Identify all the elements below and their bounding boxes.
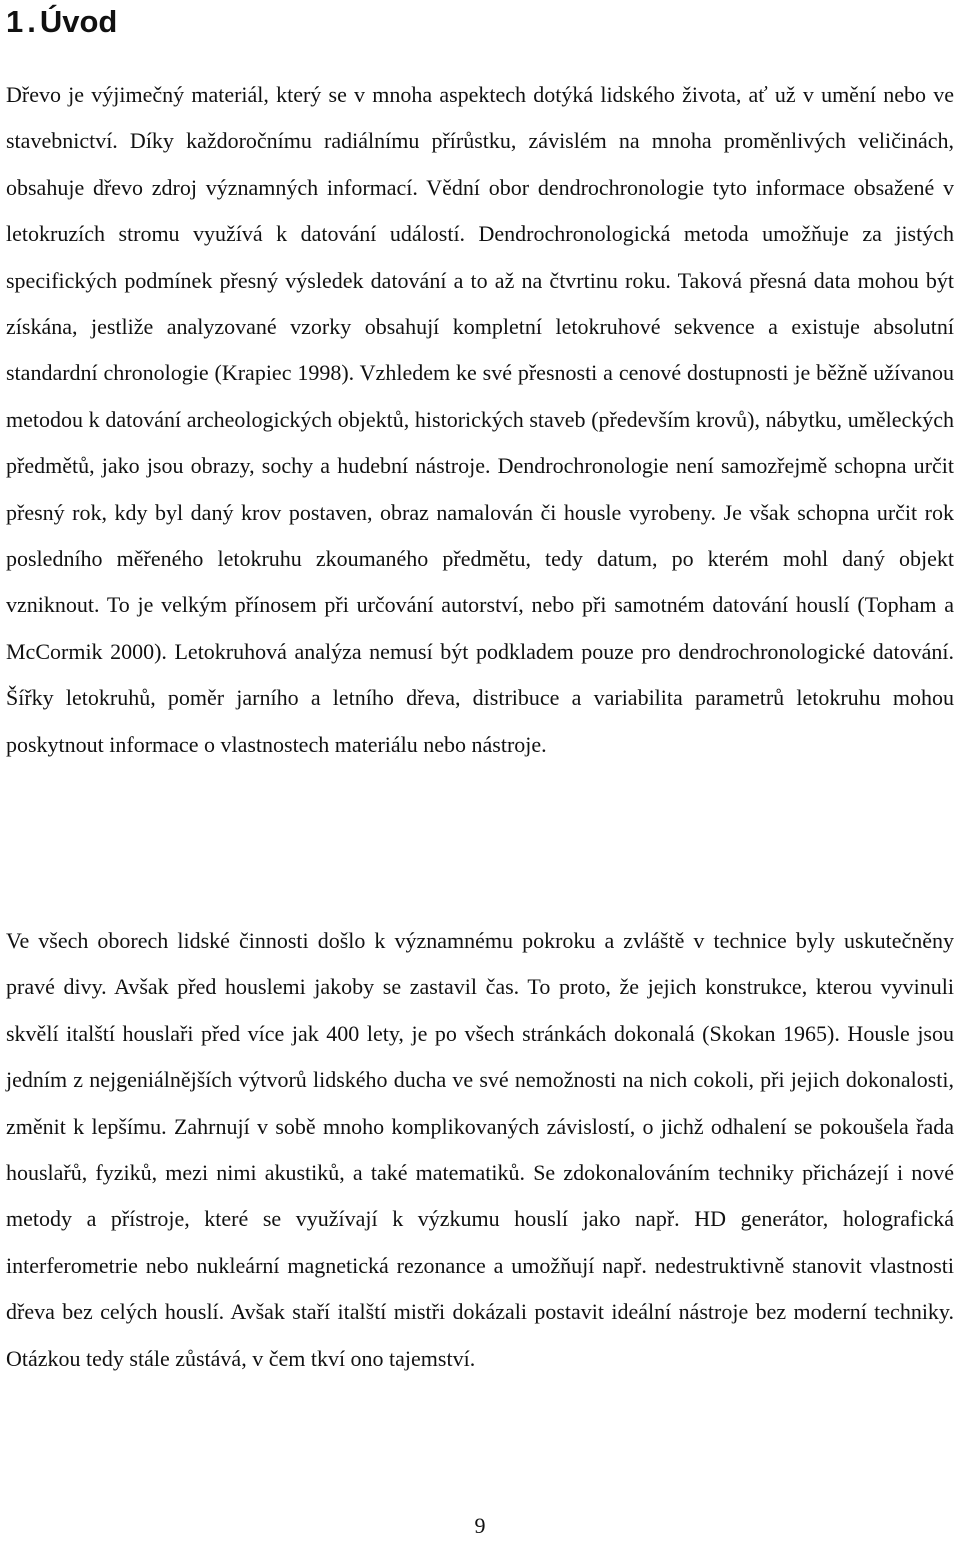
page-number: 9 [474,1513,486,1538]
section-title: Úvod [39,4,118,39]
section-heading [6,2,117,42]
section-number: 1. [6,4,40,39]
paragraph-violins: Ve všech oborech lidské činnosti došlo k významnému pokroku a zvláště v technice byly uskutečněny pravé divy. Avšak před houslemi jakoby se zastavil čas. To proto, že jejich konstrukce, kterou vyvinuli skvělí italští houslaři před více jak 400 lety, je po všech stránkách dokonalá (Skokan 1965). Housle jsou jedním z nejgeniálnějších výtvorů lidského ducha ve své nemožnosti na nich cokoli, při jejich dokonalosti, změnit k lepšímu. Zahrnují v sobě mnoho komplikovaných závislostí, o jichž odhalení se pokoušela řada houslařů, fyziků, mezi nimi akustiků, a také matematiků. Se zdokonalováním techniky přicházejí i nové metody a přístroje, které se využívají k výzkumu houslí jako např. HD generátor, holografická interferometrie nebo nukleární magnetická rezonance a umožňují např. nedestruktivně stanovit vlastnosti dřeva bez celých houslí. Avšak staří italští mistři dokázali postavit ideální nástroje bez moderní techniky. Otázkou tedy stále zůstává, v čem tkví ono tajemství. [6,928,954,1371]
paragraph-intro: Dřevo je výjimečný materiál, který se v mnoha aspektech dotýká lidského života, ať už v umění nebo ve stavebnictví. Díky každoročnímu radiálnímu přírůstku, závislém na mnoha proměnlivých veličinách, obsahuje dřevo zdroj významných informací. Vědní obor dendrochronologie tyto informace obsažené v letokruzích stromu využívá k datování událostí. Dendrochronologická metoda umožňuje za jistých specifických podmínek přesný výsledek datování a to až na čtvrtinu roku. Taková přesná data mohou být získána, jestliže analyzované vzorky obsahují kompletní letokruhové sekvence a existuje absolutní standardní chronologie (Krapiec 1998). Vzhledem ke své přesnosti a cenové dostupnosti je běžně užívanou metodou k datování archeologických objektů, historických staveb (především krovů), nábytku, uměleckých předmětů, jako jsou obrazy, sochy a hudební nástroje. Dendrochronologie není samozřejmě schopna určit přesný rok, kdy byl daný krov postaven, obraz namalován či housle vyrobeny. Je však schopna určit rok posledního měřeného letokruhu zkoumaného předmětu, tedy datum, po kterém mohl daný objekt vzniknout. To je velkým přínosem při určování autorství, nebo při samotném datování houslí (Topham a McCormik 2000). Letokruhová analýza nemusí být podkladem pouze pro dendrochronologické datování. Šířky letokruhů, poměr jarního a letního dřeva, distribuce a variabilita parametrů letokruhu mohou poskytnout informace o vlastnostech materiálu nebo nástroje. [6,82,954,757]
